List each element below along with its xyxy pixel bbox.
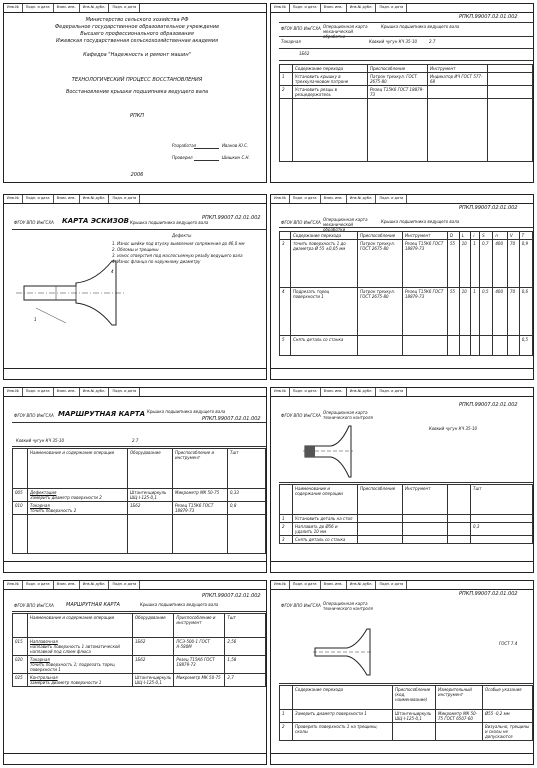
bearing-cover-sketch <box>16 253 126 333</box>
inspection-table: Наименование и содержание операции Приспособление Инструмент Тшт 1 Установить деталь на стол 2 Наплавить до Ø56 и удалить 10 мм 0,3 3 Снять деталь со станка <box>279 484 533 544</box>
transitions-table: Содержание перехода Приспособление Инструмент 1 Установить крышку в трехкулачковом патроне Патрон трехкул. ГОСТ 2675-80 Индикатор ИЧ ГОСТ 577-68 2 Установить резцы в резцедержатель Резец Т15К6 ГОСТ 18879-73 <box>279 64 533 162</box>
card-title: Операционная карта технического контроля <box>323 410 373 420</box>
sheet-route-card-1 <box>3 387 267 573</box>
defect-notes <box>112 241 262 265</box>
ministry-line: Министерство сельского хозяйства РФ <box>85 17 189 23</box>
sheet-top-strip: Инв.№ Подп. и дата Взам. инв. Инв.№ дубл. Подп. и дата <box>4 195 266 204</box>
table-row: 3 Снять деталь со станка <box>280 536 533 544</box>
checked-label: Проверил <box>172 155 193 160</box>
part-code: РПКП.99007.02.01.002 <box>202 593 261 599</box>
defects-heading: Дефекты <box>172 233 192 238</box>
ministry-line: Ижевская государственная сельскохозяйственная академия <box>56 38 218 44</box>
table-row: 3 точить поверхность 1 до диаметра Ø 55 ±0,05 мм Патрон трехкул. ГОСТ 2675-80 Резец Т15К6 ГОСТ 18879-73 55 10 1 0,7 400 70 0,9 <box>280 240 533 288</box>
sheet-footer <box>271 753 533 764</box>
material-name: Ковкий чугун КЧ 35-10 <box>429 426 478 431</box>
sheet-title-page <box>3 3 267 183</box>
defect-note: 4. Износ фланца по наружному диаметру <box>112 259 201 264</box>
card-title: Операционная карта технического контроля <box>323 601 373 611</box>
equipment-value: 1Б62 <box>299 51 310 56</box>
route-table: Наименование и содержание операции Оборудование Приспособление и инструмент Тшт 015 Наплавочная наплавить поверхность 1 автоматической наплавкой под слоем флюса 1Б62 ПСЭ-500-1 ГОСТ А-580М 2,56 020 Токарная точить поверхность 1; подрезать торец поверхности 1 1Б62 Резец Т15К6 ГОСТ 18879-73 1,58 025 Контрольная замерить диаметр поверхности 1 Штангенциркуль ШЦ-I-125-0,1 Микрометр МК 50-75 2,7 <box>12 613 266 687</box>
sheet-footer <box>4 753 266 764</box>
sheet-footer <box>4 561 266 572</box>
sheet-top-strip: Инв.№ Подп. и дата Взам. инв. Инв.№ дубл. Подп. и дата <box>271 195 533 204</box>
sheet-inspection-card-1 <box>270 387 534 573</box>
part-code: РПКП.99007.02.01.002 <box>459 591 518 597</box>
inspection-table: Содержание перехода Приспособление (код, наименование) Измерительный инструмент Особые указания 1 Замерить диаметр поверхности 1 Штангенциркуль ШЦ-I-125-0,1 Микрометр МК 50-75 ГОСТ 6507-60 Ø55 -0,2 мм 2 Проверить поверхность 1 на трещины, сколы Визуально, трещины и сколы не допускаются <box>279 685 533 741</box>
table-row: 1 Установить крышку в трехкулачковом патроне Патрон трехкул. ГОСТ 2675-80 Индикатор ИЧ ГОСТ 577-68 <box>280 73 533 86</box>
defect-note: 3. износ отверстия под маслосъемную резьбу ведущего вала <box>112 253 243 258</box>
material-name: Ковкий чугун КЧ 35-10 <box>16 438 65 443</box>
sheet-top-strip: Инв.№ Подп. и дата Взам. инв. Инв.№ дубл. Подп. и дата <box>271 581 533 590</box>
table-row: 1 Установить деталь на стол <box>280 515 533 523</box>
process-title: ТЕХНОЛОГИЧЕСКИЙ ПРОЦЕСС ВОССТАНОВЛЕНИЯ <box>71 77 203 83</box>
table-row: 015 Наплавочная наплавить поверхность 1 автоматической наплавкой под слоем флюса 1Б62 ПСЭ-500-1 ГОСТ А-580М 2,56 <box>13 638 266 656</box>
defect-note: 2. Обломы и трещины <box>112 247 159 252</box>
part-name: Крышка подшипника ведущего вала <box>130 220 209 225</box>
sheet-route-card-2 <box>3 580 267 765</box>
sheet-top-strip: Инв.№ Подп. и дата Взам. инв. Инв.№ дубл. Подп. и дата <box>4 388 266 397</box>
part-code: РПКП.99007.02.01.002 <box>459 402 518 408</box>
sheet-footer <box>271 368 533 379</box>
sheet-top-strip: Инв.№ Подп. и дата Взам. инв. Инв.№ дубл. Подп. и дата <box>4 4 266 13</box>
table-row: 025 Контрольная замерить диаметр поверхности 1 Штангенциркуль ШЦ-I-125-0,1 Микрометр МК 50-75 2,7 <box>13 674 266 687</box>
part-code: РПКП.99007.02.01.002 <box>202 215 261 221</box>
part-name: Крышка подшипника ведущего вала <box>381 24 460 29</box>
table-row: 020 Токарная точить поверхность 1; подрезать торец поверхности 1 1Б62 Резец Т15К6 ГОСТ 18879-73 1,58 <box>13 656 266 674</box>
mass-value: 2.7 <box>429 39 436 44</box>
table-row: 005 Дефектация Замерить диаметр поверхности 2 Штангенциркуль ШЦ-I-125-0,1 Микрометр МК 50-75 0,33 <box>13 489 266 502</box>
material-name: Ковкий чугун КЧ 35-10 <box>369 39 418 44</box>
ministry-line: Федеральное государственное образовательное учреждение <box>54 24 220 30</box>
sheet-operation-card-2 <box>270 194 534 380</box>
year-label: 2006 <box>130 172 144 178</box>
part-code: РПКП.99007.02.01.002 <box>202 416 261 422</box>
org-name: ФГОУ ВПО ИжГСХА <box>14 220 54 225</box>
card-title: Операционная карта механической обработки <box>323 217 368 232</box>
card-title: МАРШРУТНАЯ КАРТА <box>58 410 146 418</box>
card-title: КАРТА ЭСКИЗОВ <box>62 217 130 225</box>
route-table: Наименование и содержание операции Оборудование Приспособление и инструмент Тшт 005 Дефектация Замерить диаметр поверхности 2 Штангенциркуль ШЦ-I-125-0,1 Микрометр МК 50-75 0,33 010 Токарная точить поверхность 2 1Б62 Резец Т15К6 ГОСТ 18879-73 0,8 <box>12 448 266 554</box>
part-name: Крышка подшипника ведущего вала <box>147 409 226 414</box>
bearing-cover-sketch <box>303 424 353 479</box>
card-title: МАРШРУТНАЯ КАРТА <box>66 602 120 608</box>
ministry-block <box>22 17 252 45</box>
operations-table: Содержание перехода Приспособление Инструмент D L i S n V T 3 точить поверхность 1 до диаметра Ø 55 ±0,05 мм Патрон трехкул. ГОСТ 2675-80 Резец Т15К6 ГОСТ 18879-73 55 10 1 0,7 400 70 0,9 4 Подрезать торец поверхности 1 Патрон трехкул. ГОСТ 2675-80 Резец Т15К6 ГОСТ 18879-73 55 10 1 0,5 400 70 0,6 5 Снять деталь со станка 0,5 <box>279 231 533 356</box>
part-name: Крышка подшипника ведущего вала <box>381 219 460 224</box>
part-name: Крышка подшипника ведущего вала <box>140 602 219 607</box>
table-row: 1 Замерить диаметр поверхности 1 Штангенциркуль ШЦ-I-125-0,1 Микрометр МК 50-75 ГОСТ 6507-60 Ø55 -0,2 мм <box>280 710 533 723</box>
operation-name: Токарная <box>281 39 301 44</box>
svg-text:1: 1 <box>34 317 37 322</box>
org-name: ФГОУ ВПО ИжГСХА <box>14 603 54 608</box>
table-row: 4 Подрезать торец поверхности 1 Патрон трехкул. ГОСТ 2675-80 Резец Т15К6 ГОСТ 18879-73 55 10 1 0,5 400 70 0,6 <box>280 288 533 336</box>
sheet-footer <box>4 368 266 379</box>
sheet-inspection-card-2 <box>270 580 534 765</box>
defect-note: 1. Износ шейки под втулку выявления сопряжения до 46,0 мм <box>112 241 245 246</box>
org-name: ФГОУ ВПО ИжГСХА <box>14 413 54 418</box>
sheet-top-strip: Инв.№ Подп. и дата Взам. инв. Инв.№ дубл. Подп. и дата <box>4 581 266 590</box>
table-row: 5 Снять деталь со станка 0,5 <box>280 336 533 356</box>
sheet-top-strip: Инв.№ Подп. и дата Взам. инв. Инв.№ дубл. Подп. и дата <box>271 388 533 397</box>
svg-text:4: 4 <box>111 269 114 274</box>
ministry-line: Высшего профессионального образования <box>80 31 194 37</box>
part-code: РПКП.99007.02.01.002 <box>459 14 518 20</box>
developed-label: Разработал <box>172 143 197 148</box>
sheet-sketch-card <box>3 194 267 380</box>
org-name: ФГОУ ВПО ИжГСХА <box>281 603 321 608</box>
org-name: ФГОУ ВПО ИжГСХА <box>281 220 321 225</box>
table-row: 2 Установить резцы в резцедержатель Резец Т15К6 ГОСТ 18879-73 <box>280 86 533 99</box>
part-code: РПКП.99007.02.01.002 <box>459 205 518 211</box>
sheet-top-strip: Инв.№ Подп. и дата Взам. инв. Инв.№ дубл. Подп. и дата <box>271 4 533 13</box>
card-title: Операционная карта механической обработки <box>323 24 368 39</box>
table-row: 2 Наплавить до Ø56 и удалить 10 мм 0,3 <box>280 523 533 536</box>
checker-name: Шишкин С.Н. <box>222 155 250 160</box>
doc-type: РПКП <box>129 113 145 119</box>
department-label: Кафедра "Надежность и ремонт машин" <box>83 52 191 58</box>
bearing-cover-sketch <box>313 627 373 677</box>
table-row: 010 Токарная точить поверхность 2 1Б62 Резец Т15К6 ГОСТ 18879-73 0,8 <box>13 502 266 515</box>
sheet-footer <box>271 561 533 572</box>
sheet-operation-card-1 <box>270 3 534 183</box>
org-name: ФГОУ ВПО ИжГСХА <box>281 413 321 418</box>
developer-name: Иванов Ю.С. <box>222 143 249 148</box>
org-name: ФГОУ ВПО ИжГСХА <box>281 26 321 31</box>
mass-value: 2.7 <box>132 438 139 443</box>
standard-label: ГОСТ 7.4 <box>499 641 518 646</box>
table-row: 2 Проверить поверхность 1 на трещины, сколы Визуально, трещины и сколы не допускаются <box>280 723 533 741</box>
process-subject: Восстановление крышки подшипника ведущего вала <box>65 89 209 95</box>
